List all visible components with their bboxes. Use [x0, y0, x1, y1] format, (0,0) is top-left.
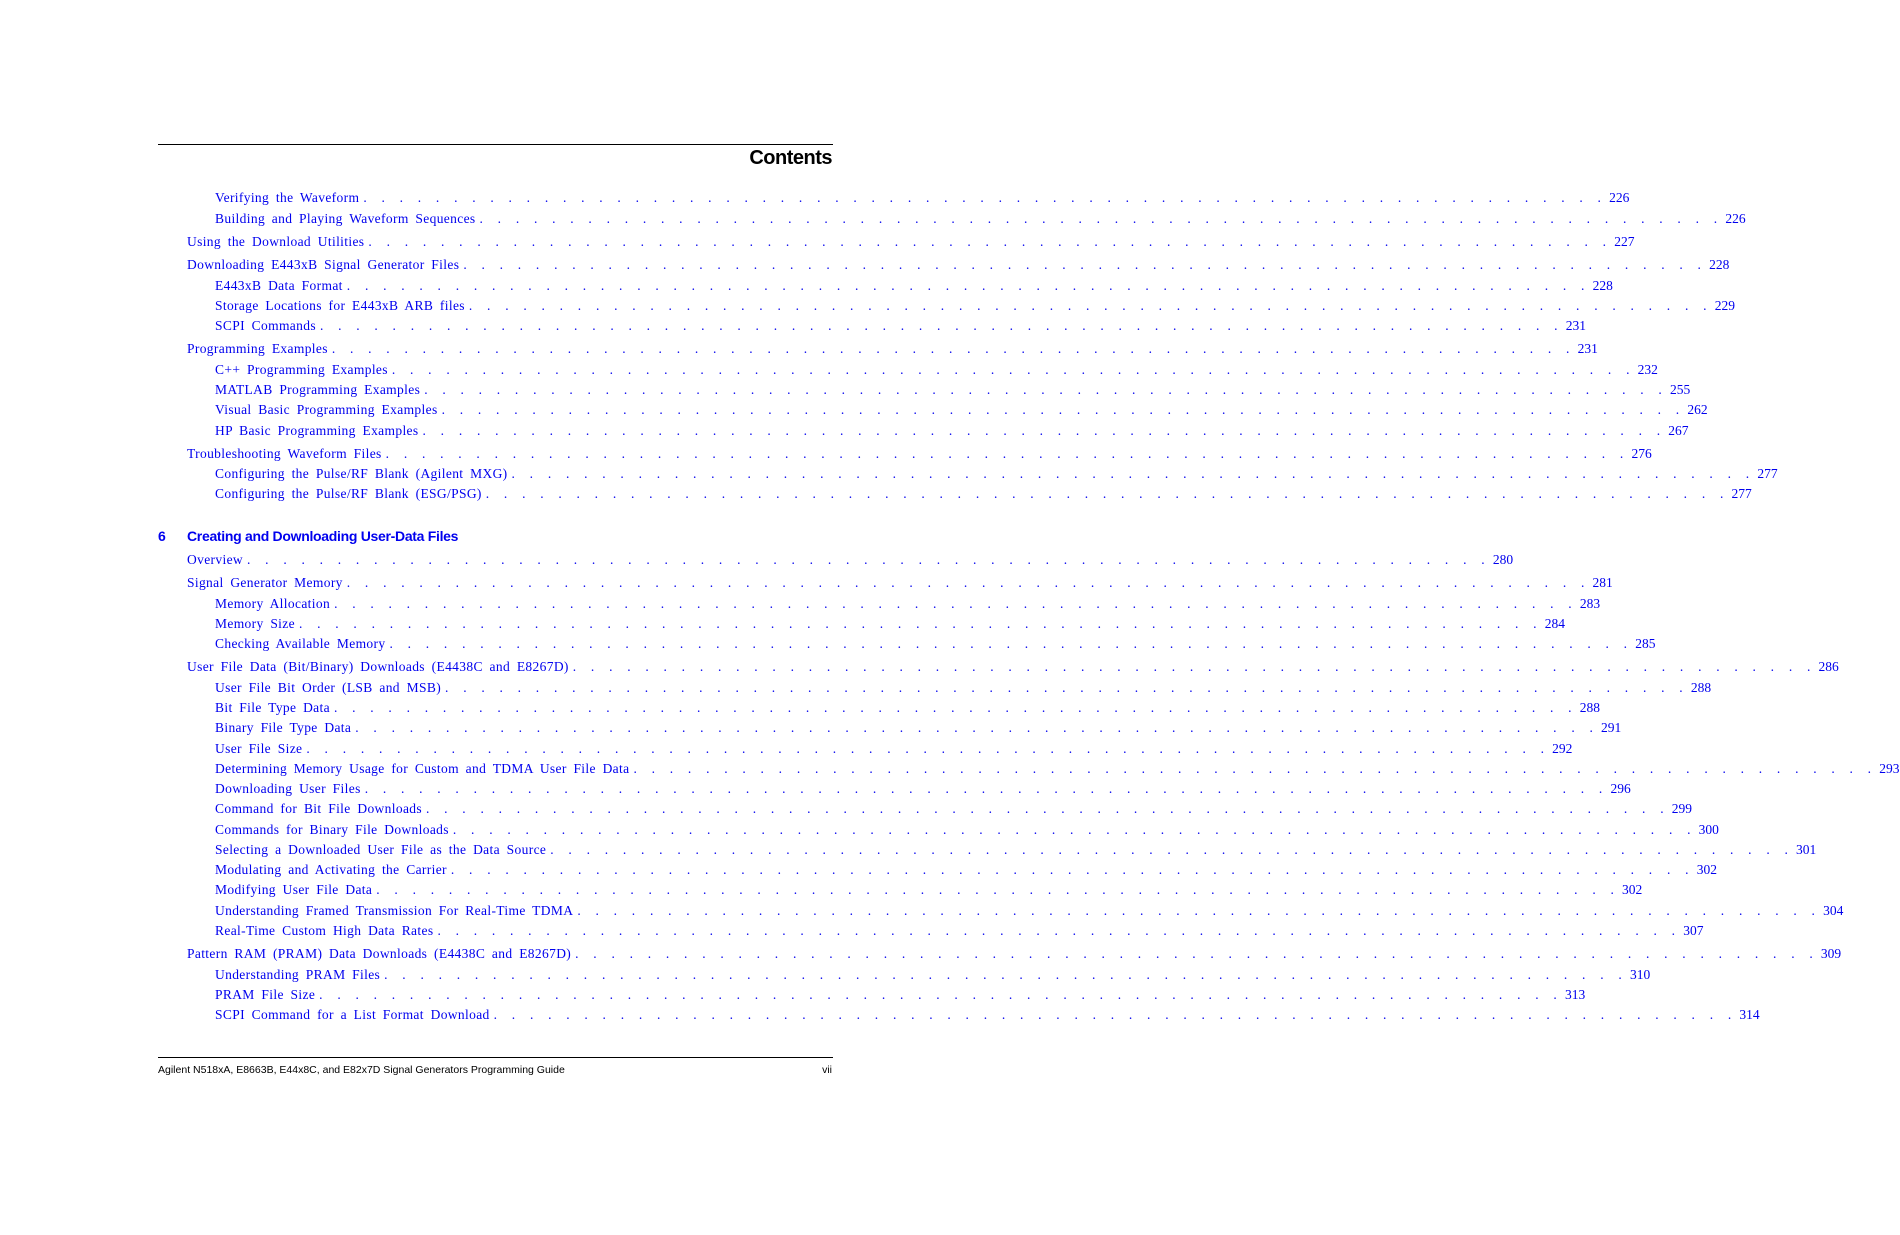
- toc-entry-label: Command for Bit File Downloads: [215, 801, 422, 816]
- toc-entry-label: Understanding PRAM Files: [215, 967, 381, 982]
- toc-entry-page: 276: [1631, 446, 1652, 461]
- toc-entry-page: 285: [1635, 636, 1656, 651]
- toc-entry-label: Signal Generator Memory: [187, 575, 343, 590]
- toc-entry[interactable]: Modifying User File Data . . . . . . . . . . . . . . . . . . . . . . . . . . . . . . . . . . . . . . . . . . . . . . . . . . . . . . . . . . . . . . . . . . . . . 302: [215, 882, 1643, 897]
- toc-entry[interactable]: Configuring the Pulse/RF Blank (Agilent MXG) . . . . . . . . . . . . . . . . . . . . . . . . . . . . . . . . . . . . . . . . . . . . . . . . . . . . . . . . . . . . . . . . . . . . . 277: [215, 466, 1778, 481]
- toc-entry-label: Determining Memory Usage for Custom and TDMA User File Data: [215, 761, 630, 776]
- chapter-title: Creating and Downloading User-Data Files: [187, 528, 459, 544]
- toc-entry-page: 231: [1577, 341, 1598, 356]
- toc-entry[interactable]: HP Basic Programming Examples . . . . . . . . . . . . . . . . . . . . . . . . . . . . . . . . . . . . . . . . . . . . . . . . . . . . . . . . . . . . . . . . . . . . . 267: [215, 423, 1689, 438]
- toc-entry-label: Binary File Type Data: [215, 720, 352, 735]
- toc-entry[interactable]: Command for Bit File Downloads . . . . . . . . . . . . . . . . . . . . . . . . . . . . . . . . . . . . . . . . . . . . . . . . . . . . . . . . . . . . . . . . . . . . . 299: [215, 801, 1693, 816]
- toc-entry-label: User File Bit Order (LSB and MSB): [215, 680, 442, 695]
- toc-entry[interactable]: SCPI Command for a List Format Download . . . . . . . . . . . . . . . . . . . . . . . . . . . . . . . . . . . . . . . . . . . . . . . . . . . . . . . . . . . . . . . . . . . . . 314: [215, 1007, 1760, 1022]
- toc-entry[interactable]: Understanding PRAM Files . . . . . . . . . . . . . . . . . . . . . . . . . . . . . . . . . . . . . . . . . . . . . . . . . . . . . . . . . . . . . . . . . . . . . 310: [215, 967, 1651, 982]
- toc-entry-page: 286: [1818, 659, 1839, 674]
- footer-rule: [158, 1057, 833, 1058]
- toc-entry-page: 288: [1579, 700, 1600, 715]
- toc-entry[interactable]: Memory Allocation . . . . . . . . . . . . . . . . . . . . . . . . . . . . . . . . . . . . . . . . . . . . . . . . . . . . . . . . . . . . . . . . . . . . . 283: [215, 596, 1601, 611]
- toc-entry[interactable]: Binary File Type Data . . . . . . . . . . . . . . . . . . . . . . . . . . . . . . . . . . . . . . . . . . . . . . . . . . . . . . . . . . . . . . . . . . . . . 291: [215, 720, 1622, 735]
- toc-entry[interactable]: Bit File Type Data . . . . . . . . . . . . . . . . . . . . . . . . . . . . . . . . . . . . . . . . . . . . . . . . . . . . . . . . . . . . . . . . . . . . . 288: [215, 700, 1600, 715]
- toc-entry-page: 227: [1614, 234, 1635, 249]
- toc-entry[interactable]: MATLAB Programming Examples . . . . . . . . . . . . . . . . . . . . . . . . . . . . . . . . . . . . . . . . . . . . . . . . . . . . . . . . . . . . . . . . . . . . . 255: [215, 382, 1691, 397]
- toc-entry[interactable]: Overview . . . . . . . . . . . . . . . . . . . . . . . . . . . . . . . . . . . . . . . . . . . . . . . . . . . . . . . . . . . . . . . . . . . . . 280: [187, 552, 1514, 567]
- toc-entry[interactable]: Pattern RAM (PRAM) Data Downloads (E4438C and E8267D) . . . . . . . . . . . . . . . . . . . . . . . . . . . . . . . . . . . . . . . . . . . . . . . . . . . . . . . . . . . . . . . . . . . . . 309: [187, 946, 1842, 961]
- toc-entry[interactable]: Visual Basic Programming Examples . . . . . . . . . . . . . . . . . . . . . . . . . . . . . . . . . . . . . . . . . . . . . . . . . . . . . . . . . . . . . . . . . . . . . 262: [215, 402, 1708, 417]
- toc-entry-page: 277: [1757, 466, 1778, 481]
- toc-entry-label: Understanding Framed Transmission For Real-Time TDMA: [215, 903, 574, 918]
- toc-entry-label: Real-Time Custom High Data Rates: [215, 923, 434, 938]
- toc-entry[interactable]: Downloading User Files . . . . . . . . . . . . . . . . . . . . . . . . . . . . . . . . . . . . . . . . . . . . . . . . . . . . . . . . . . . . . . . . . . . . . 296: [215, 781, 1631, 796]
- toc-entry-page: 304: [1823, 903, 1844, 918]
- toc-entry-page: 228: [1709, 257, 1730, 272]
- toc-entry-label: Memory Allocation: [215, 596, 331, 611]
- toc-entry-page: 292: [1552, 741, 1573, 756]
- toc-entry[interactable]: Memory Size . . . . . . . . . . . . . . . . . . . . . . . . . . . . . . . . . . . . . . . . . . . . . . . . . . . . . . . . . . . . . . . . . . . . . 284: [215, 616, 1565, 631]
- toc-entry-label: Visual Basic Programming Examples: [215, 402, 438, 417]
- toc-entry[interactable]: Signal Generator Memory . . . . . . . . . . . . . . . . . . . . . . . . . . . . . . . . . . . . . . . . . . . . . . . . . . . . . . . . . . . . . . . . . . . . . 281: [187, 575, 1613, 590]
- toc-entry-page: 229: [1714, 298, 1735, 313]
- toc-entry-page: 314: [1739, 1007, 1760, 1022]
- toc-entry-label: Programming Examples: [187, 341, 328, 356]
- footer-page-number: vii: [822, 1064, 832, 1076]
- toc-entry-page: 299: [1671, 801, 1693, 816]
- toc-entry-page: 300: [1698, 822, 1719, 837]
- toc-entry-label: Bit File Type Data: [215, 700, 330, 715]
- toc-entry-page: 302: [1622, 882, 1643, 897]
- page-title: Contents: [749, 147, 832, 169]
- toc-entry-label: Pattern RAM (PRAM) Data Downloads (E4438C and E8267D): [187, 946, 572, 961]
- toc-entry-label: Checking Available Memory: [215, 636, 386, 651]
- toc-entry[interactable]: Real-Time Custom High Data Rates . . . . . . . . . . . . . . . . . . . . . . . . . . . . . . . . . . . . . . . . . . . . . . . . . . . . . . . . . . . . . . . . . . . . . 307: [215, 923, 1704, 938]
- toc-entry[interactable]: Checking Available Memory . . . . . . . . . . . . . . . . . . . . . . . . . . . . . . . . . . . . . . . . . . . . . . . . . . . . . . . . . . . . . . . . . . . . . 285: [215, 636, 1656, 651]
- toc-entry-label: Configuring the Pulse/RF Blank (Agilent MXG): [215, 466, 508, 481]
- chapter-heading[interactable]: [158, 528, 458, 544]
- toc-entry-label: SCPI Command for a List Format Download: [215, 1007, 490, 1022]
- toc-entry-label: MATLAB Programming Examples: [215, 382, 421, 397]
- toc-entry-label: PRAM File Size: [215, 987, 316, 1002]
- toc-entry-page: 313: [1564, 987, 1586, 1002]
- toc-entry-label: Building and Playing Waveform Sequences: [215, 211, 476, 226]
- toc-entry[interactable]: Verifying the Waveform . . . . . . . . . . . . . . . . . . . . . . . . . . . . . . . . . . . . . . . . . . . . . . . . . . . . . . . . . . . . . . . . . . . . . 226: [215, 190, 1630, 205]
- footer-title: Agilent N518xA, E8663B, E44x8C, and E82x7D Signal Generators Programming Guide: [158, 1064, 565, 1076]
- toc-entry-label: Commands for Binary File Downloads: [215, 822, 449, 837]
- toc-entry-page: 226: [1609, 190, 1630, 205]
- toc-entry-label: User File Size: [215, 741, 303, 756]
- toc-entry[interactable]: Storage Locations for E443xB ARB files . . . . . . . . . . . . . . . . . . . . . . . . . . . . . . . . . . . . . . . . . . . . . . . . . . . . . . . . . . . . . . . . . . . . . 229: [215, 298, 1735, 313]
- toc-entry[interactable]: E443xB Data Format . . . . . . . . . . . . . . . . . . . . . . . . . . . . . . . . . . . . . . . . . . . . . . . . . . . . . . . . . . . . . . . . . . . . . 228: [215, 278, 1613, 293]
- toc-entry-label: HP Basic Programming Examples: [215, 423, 419, 438]
- toc-entry-page: 283: [1579, 596, 1601, 611]
- toc-entry[interactable]: User File Size . . . . . . . . . . . . . . . . . . . . . . . . . . . . . . . . . . . . . . . . . . . . . . . . . . . . . . . . . . . . . . . . . . . . . 292: [215, 741, 1573, 756]
- toc-entry-label: Selecting a Downloaded User File as the Data Source: [215, 842, 547, 857]
- toc-entry-page: 226: [1725, 211, 1746, 226]
- toc-entry-page: 277: [1731, 486, 1752, 501]
- toc-entry-label: User File Data (Bit/Binary) Downloads (E4438C and E8267D): [187, 659, 569, 674]
- toc-entry[interactable]: Building and Playing Waveform Sequences . . . . . . . . . . . . . . . . . . . . . . . . . . . . . . . . . . . . . . . . . . . . . . . . . . . . . . . . . . . . . . . . . . . . . 226: [215, 211, 1746, 226]
- toc-entry[interactable]: Downloading E443xB Signal Generator Files . . . . . . . . . . . . . . . . . . . . . . . . . . . . . . . . . . . . . . . . . . . . . . . . . . . . . . . . . . . . . . . . . . . . . 228: [187, 257, 1730, 272]
- toc-entry[interactable]: SCPI Commands . . . . . . . . . . . . . . . . . . . . . . . . . . . . . . . . . . . . . . . . . . . . . . . . . . . . . . . . . . . . . . . . . . . . . 231: [215, 318, 1586, 333]
- toc-entry[interactable]: PRAM File Size . . . . . . . . . . . . . . . . . . . . . . . . . . . . . . . . . . . . . . . . . . . . . . . . . . . . . . . . . . . . . . . . . . . . . 313: [215, 987, 1586, 1002]
- toc-entry-label: Verifying the Waveform: [215, 190, 360, 205]
- toc-entry-page: 293: [1879, 761, 1900, 776]
- toc-entry-label: Modulating and Activating the Carrier: [215, 862, 447, 877]
- toc-entry[interactable]: Troubleshooting Waveform Files . . . . . . . . . . . . . . . . . . . . . . . . . . . . . . . . . . . . . . . . . . . . . . . . . . . . . . . . . . . . . . . . . . . . . 276: [187, 446, 1652, 461]
- toc-entry-label: Downloading User Files: [215, 781, 361, 796]
- toc-entry-label: SCPI Commands: [215, 318, 316, 333]
- toc-entry-page: 231: [1565, 318, 1586, 333]
- toc-entry-label: Overview: [187, 552, 244, 567]
- toc-entry[interactable]: Programming Examples . . . . . . . . . . . . . . . . . . . . . . . . . . . . . . . . . . . . . . . . . . . . . . . . . . . . . . . . . . . . . . . . . . . . . 231: [187, 341, 1598, 356]
- toc-entry-label: Storage Locations for E443xB ARB files: [215, 298, 465, 313]
- toc-entry-label: Modifying User File Data: [215, 882, 373, 897]
- toc-entry-page: 280: [1492, 552, 1514, 567]
- toc-entry-page: 307: [1683, 923, 1704, 938]
- toc-entry[interactable]: Determining Memory Usage for Custom and TDMA User File Data . . . . . . . . . . . . . . . . . . . . . . . . . . . . . . . . . . . . . . . . . . . . . . . . . . . . . . . . . . . . . . . . . . . . . 293: [215, 761, 1900, 776]
- toc-entry-page: 302: [1696, 862, 1717, 877]
- toc-entry-label: E443xB Data Format: [215, 278, 343, 293]
- toc-entry-page: 288: [1690, 680, 1712, 695]
- toc-entry-label: Troubleshooting Waveform Files: [187, 446, 382, 461]
- toc-entry-page: 301: [1796, 842, 1817, 857]
- toc-entry-label: Downloading E443xB Signal Generator Files: [187, 257, 460, 272]
- toc-entry-page: 296: [1610, 781, 1631, 796]
- toc-entry[interactable]: C++ Programming Examples . . . . . . . . . . . . . . . . . . . . . . . . . . . . . . . . . . . . . . . . . . . . . . . . . . . . . . . . . . . . . . . . . . . . . 232: [215, 362, 1658, 377]
- toc-entry-page: 232: [1637, 362, 1658, 377]
- toc-entry-page: 309: [1820, 946, 1842, 961]
- toc-entry-label: Configuring the Pulse/RF Blank (ESG/PSG): [215, 486, 482, 501]
- toc-entry-page: 267: [1668, 423, 1689, 438]
- toc-entry[interactable]: User File Bit Order (LSB and MSB) . . . . . . . . . . . . . . . . . . . . . . . . . . . . . . . . . . . . . . . . . . . . . . . . . . . . . . . . . . . . . . . . . . . . . 288: [215, 680, 1712, 695]
- toc-entry[interactable]: Understanding Framed Transmission For Real-Time TDMA . . . . . . . . . . . . . . . . . . . . . . . . . . . . . . . . . . . . . . . . . . . . . . . . . . . . . . . . . . . . . . . . . . . . . 304: [215, 903, 1844, 918]
- toc-entry-page: 255: [1669, 382, 1691, 397]
- toc-entry-label: C++ Programming Examples: [215, 362, 388, 377]
- toc-entry-label: Using the Download Utilities: [187, 234, 365, 249]
- chapter-number: 6: [158, 528, 166, 544]
- toc-entry[interactable]: Selecting a Downloaded User File as the Data Source . . . . . . . . . . . . . . . . . . . . . . . . . . . . . . . . . . . . . . . . . . . . . . . . . . . . . . . . . . . . . . . . . . . . . 301: [215, 842, 1817, 857]
- toc-entry[interactable]: Commands for Binary File Downloads . . . . . . . . . . . . . . . . . . . . . . . . . . . . . . . . . . . . . . . . . . . . . . . . . . . . . . . . . . . . . . . . . . . . . 300: [215, 822, 1719, 837]
- toc-entry-page: 281: [1592, 575, 1613, 590]
- toc-entry[interactable]: Configuring the Pulse/RF Blank (ESG/PSG) . . . . . . . . . . . . . . . . . . . . . . . . . . . . . . . . . . . . . . . . . . . . . . . . . . . . . . . . . . . . . . . . . . . . . 277: [215, 486, 1752, 501]
- toc-entry[interactable]: Using the Download Utilities . . . . . . . . . . . . . . . . . . . . . . . . . . . . . . . . . . . . . . . . . . . . . . . . . . . . . . . . . . . . . . . . . . . . . 227: [187, 234, 1635, 249]
- toc-entry[interactable]: Modulating and Activating the Carrier . . . . . . . . . . . . . . . . . . . . . . . . . . . . . . . . . . . . . . . . . . . . . . . . . . . . . . . . . . . . . . . . . . . . . 302: [215, 862, 1717, 877]
- toc-entry[interactable]: User File Data (Bit/Binary) Downloads (E4438C and E8267D) . . . . . . . . . . . . . . . . . . . . . . . . . . . . . . . . . . . . . . . . . . . . . . . . . . . . . . . . . . . . . . . . . . . . . 286: [187, 659, 1839, 674]
- toc-entry-page: 262: [1687, 402, 1708, 417]
- toc-entry-page: 228: [1592, 278, 1613, 293]
- header-rule: [158, 144, 833, 145]
- toc-entry-label: Memory Size: [215, 616, 295, 631]
- toc-entry-page: 284: [1544, 616, 1565, 631]
- toc-entry-page: 291: [1601, 720, 1622, 735]
- toc-entry-page: 310: [1629, 967, 1651, 982]
